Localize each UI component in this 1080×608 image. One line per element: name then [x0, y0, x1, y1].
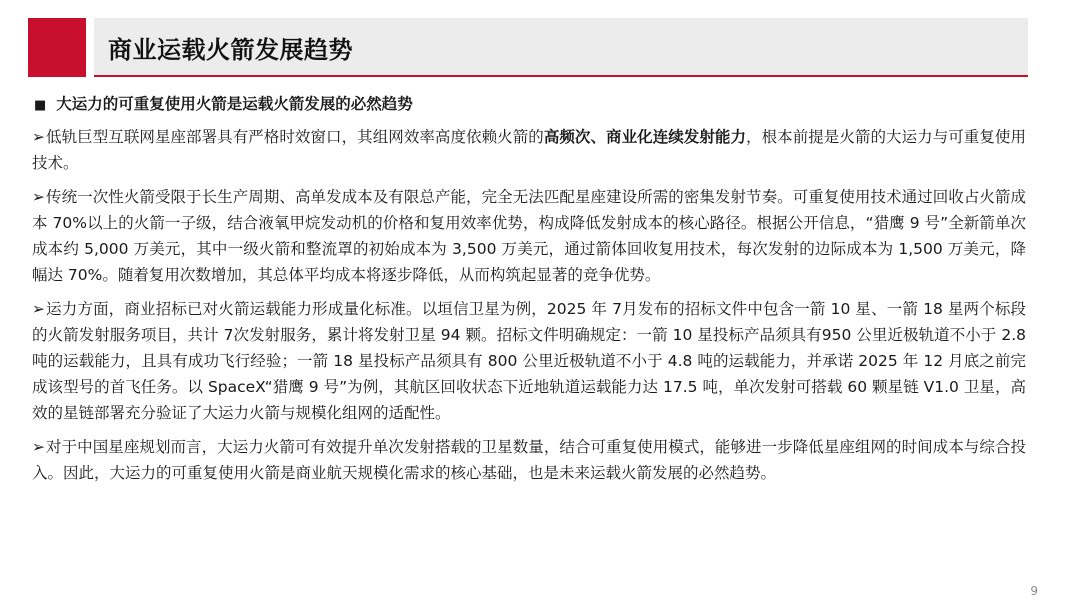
paragraph-4	[32, 434, 1026, 486]
title-accent-block	[28, 18, 86, 77]
square-bullet-icon: ■	[34, 98, 47, 113]
slide-title: 商业运载火箭发展趋势	[108, 36, 353, 64]
paragraph-2	[32, 184, 1026, 288]
arrow-bullet-icon: ➢	[32, 188, 45, 206]
paragraph-3	[32, 296, 1026, 426]
arrow-bullet-icon: ➢	[32, 128, 45, 146]
section-heading	[32, 92, 1026, 118]
arrow-bullet-icon: ➢	[32, 438, 45, 456]
paragraph-1	[32, 124, 1026, 176]
paragraph-1-text-after: ，根本前提是火箭的大运力与可重复使用技术。	[32, 128, 1026, 172]
paragraph-2-text: 传统一次性火箭受限于长生产周期、高单发成本及有限总产能，完全无法匹配星座建设所需的密集发射节奏。可重复使用技术通过回收占火箭成本 70%以上的火箭一子级，结合液氧甲烷发动机的价格和复用效率优势，构成降低发射成本的核心路径。根据公开信息，“猎鹰 9 号”全新箭单次成本约 5,000 万美元，其中一级火箭和整流罩的初始成本为 3,500 万美元，通过箭体回收复用技术，每次发射的边际成本为 1,500 万美元，降幅达 70%。随着复用次数增加，其总体平均成本将逐步降低，从而构筑起显著的竞争优势。	[32, 188, 1026, 284]
arrow-bullet-icon: ➢	[32, 300, 45, 318]
paragraph-3-text: 运力方面，商业招标已对火箭运载能力形成量化标准。以垣信卫星为例，2025 年 7月发布的招标文件中包含一箭 10 星、一箭 18 星两个标段的火箭发射服务项目，共计 7次发射服务，累计将发射卫星 94 颗。招标文件明确规定：一箭 10 星投标产品须具有950 公里近极轨道不小于 2.8 吨的运载能力，且具有成功飞行经验；一箭 18 星投标产品须具有 800 公里近极轨道不小于 4.8 吨的运载能力，并承诺 2025 年 12 月底之前完成该型号的首飞任务。以 SpaceX“猎鹰 9 号”为例，其航区回收状态下近地轨道运载能力达 17.5 吨，单次发射可搭载 60 颗星链 V1.0 卫星，高效的星链部署充分验证了大运力火箭与规模化组网的适配性。	[32, 300, 1026, 422]
paragraph-1-text-before: 低轨巨型互联网星座部署具有严格时效窗口，其组网效率高度依赖火箭的	[46, 128, 544, 146]
title-bar	[94, 18, 1028, 77]
paragraph-1-bold-text: 高频次、商业化连续发射能力	[543, 128, 747, 146]
section-heading-text: 大运力的可重复使用火箭是运载火箭发展的必然趋势	[56, 95, 413, 113]
page-number: 9	[1030, 584, 1038, 598]
paragraph-4-text: 对于中国星座规划而言，大运力火箭可有效提升单次发射搭载的卫星数量，结合可重复使用模式，能够进一步降低星座组网的时间成本与综合投入。因此，大运力的可重复使用火箭是商业航天规模化需求的核心基础，也是未来运载火箭发展的必然趋势。	[32, 438, 1026, 482]
slide-content	[32, 92, 1026, 494]
